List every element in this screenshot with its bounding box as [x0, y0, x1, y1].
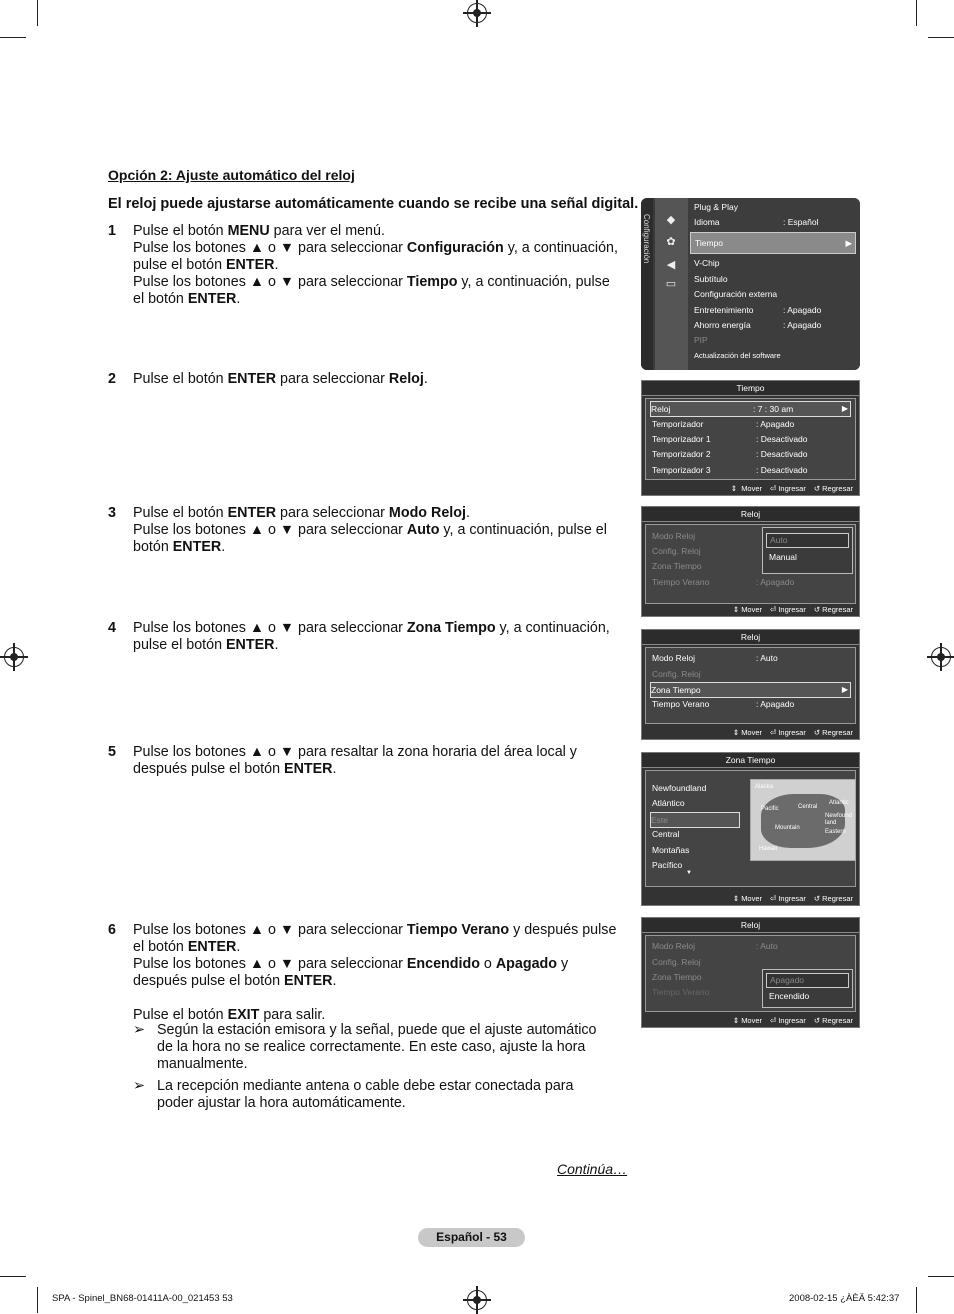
- osd-row: Modo Reloj : Auto: [652, 941, 778, 951]
- step-1: [108, 223, 623, 308]
- note-1: [133, 1022, 603, 1073]
- step-number: 1: [108, 223, 116, 239]
- step-number: 2: [108, 371, 116, 387]
- osd-footer: ⇕ Mover ⏎ Ingresar ↺ Regresar: [732, 894, 853, 903]
- step-number: 6: [108, 922, 116, 938]
- return-icon: ↺: [813, 605, 821, 614]
- menu-icons: [655, 198, 688, 370]
- return-icon: ↺: [813, 894, 821, 903]
- continued-label: Continúa…: [557, 1161, 628, 1177]
- osd-row: Tiempo Verano : Apagado: [652, 577, 795, 587]
- application-icon: ▭: [665, 278, 677, 290]
- registration-mark-icon: [4, 647, 24, 667]
- move-icon: ⇕: [732, 605, 740, 614]
- input-icon: ◀: [666, 259, 676, 271]
- setup-item: Ahorro energía : Apagado: [694, 320, 822, 330]
- zone-item: Pacífico: [652, 860, 683, 870]
- osd-list: [645, 398, 856, 480]
- timezone-map: [750, 779, 856, 861]
- map-label: Newfound land: [825, 813, 853, 826]
- popup-option-selected: Auto: [766, 533, 849, 548]
- step-5: [108, 744, 623, 778]
- osd-row: Temporizador 3 : Desactivado: [652, 465, 808, 475]
- step-text: Pulse los botones ▲ o ▼ para seleccionar Tiempo Verano y después pulse el botón ENTER. Pulse los botones ▲ o ▼ para seleccionar Encendido o Apagado y después pulse el botón ENTER. Pulse el botón EXIT para salir.: [133, 922, 617, 1023]
- map-label: Hawaii: [759, 846, 778, 852]
- osd-list: [645, 524, 856, 604]
- osd-footer: ⇕ Mover ⏎ Ingresar ↺ Regresar: [730, 484, 853, 493]
- crop-mark: [0, 1276, 26, 1277]
- map-label: Pacific: [761, 806, 779, 812]
- setup-item: PIP: [694, 335, 708, 345]
- osd-row: Tiempo Verano : Apagado: [652, 699, 795, 709]
- zone-item: Newfoundland: [652, 783, 707, 793]
- map-label: Mountain: [775, 825, 800, 831]
- move-icon: ⇕: [732, 1016, 740, 1025]
- tiempo-menu-screenshot: [641, 380, 860, 496]
- osd-row: Modo Reloj: [652, 531, 695, 541]
- step-number: 4: [108, 620, 116, 636]
- enter-icon: ⏎: [770, 484, 777, 493]
- note-arrow-icon: ➢: [133, 1078, 145, 1094]
- step-6: [108, 922, 623, 1024]
- move-icon: ⇕: [732, 728, 740, 737]
- popup-option: Encendido: [769, 991, 810, 1001]
- osd-list: [645, 935, 856, 1012]
- osd-title: Reloj: [642, 918, 859, 933]
- zone-item-selected: Este: [650, 812, 740, 828]
- mode-popup: [762, 527, 853, 574]
- setup-item-selected: Tiempo ▶: [690, 232, 856, 254]
- note-text: Según la estación emisora y la señal, puede que el ajuste automático de la hora no se realice correctamente. En este caso, ajuste la hora manualmente.: [157, 1022, 597, 1072]
- dst-popup: [762, 969, 853, 1008]
- step-text: Pulse el botón ENTER para seleccionar Reloj.: [133, 371, 428, 387]
- crop-mark: [37, 0, 38, 26]
- print-slug-left: SPA - Spinel_BN68-01411A-00_021453 53: [52, 1293, 233, 1304]
- setup-menu-screenshot: [641, 198, 860, 370]
- setup-item: Actualización del software: [694, 351, 781, 360]
- osd-footer: ⇕ Mover ⏎ Ingresar ↺ Regresar: [732, 728, 853, 737]
- side-label: Configuración: [642, 214, 651, 264]
- zone-item: Montañas: [652, 845, 690, 855]
- step-text: Pulse los botones ▲ o ▼ para seleccionar Zona Tiempo y, a continuación, pulse el botón ENTER.: [133, 620, 610, 653]
- page-number-badge: Español - 53: [418, 1228, 525, 1247]
- setup-gear-icon: ✿: [666, 236, 676, 248]
- zone-item: Central: [652, 829, 680, 839]
- reloj-menu-screenshot-c: [641, 917, 860, 1028]
- osd-row: Config. Reloj: [652, 546, 701, 556]
- step-4: [108, 620, 623, 654]
- reloj-menu-screenshot-b: [641, 629, 860, 740]
- scroll-down-icon: ▼: [686, 870, 692, 876]
- side-bar: [641, 198, 653, 370]
- intro-text: El reloj puede ajustarse automáticamente cuando se recibe una señal digital.: [108, 196, 639, 212]
- step-number: 3: [108, 505, 116, 521]
- osd-footer: ⇕ Mover ⏎ Ingresar ↺ Regresar: [732, 1016, 853, 1025]
- osd-footer: ⇕ Mover ⏎ Ingresar ↺ Regresar: [732, 605, 853, 614]
- note-2: [133, 1078, 603, 1112]
- osd-row: Zona Tiempo: [652, 972, 702, 982]
- osd-row: Temporizador : Apagado: [652, 419, 795, 429]
- popup-option-selected: Apagado: [766, 973, 849, 988]
- setup-item: Subtítulo: [694, 274, 728, 284]
- registration-mark-icon: [467, 1290, 487, 1310]
- osd-list: [645, 647, 856, 724]
- picture-icon: ◆: [666, 214, 676, 226]
- arrow-right-icon: ▶: [845, 238, 852, 248]
- crop-mark: [37, 1287, 38, 1313]
- registration-mark-icon: [931, 647, 951, 667]
- osd-panel: [645, 770, 856, 887]
- osd-row-selected: Zona Tiempo ▶: [650, 682, 851, 698]
- crop-mark: [928, 1276, 954, 1277]
- osd-row: Zona Tiempo: [652, 561, 702, 571]
- move-icon: ⇕: [730, 484, 738, 493]
- zona-tiempo-screenshot: [641, 752, 860, 906]
- map-label: Eastern: [825, 829, 846, 835]
- return-icon: ↺: [813, 1016, 821, 1025]
- crop-mark: [916, 1287, 917, 1313]
- arrow-right-icon: ▶: [841, 685, 848, 694]
- crop-mark: [0, 37, 26, 38]
- arrow-right-icon: ▶: [841, 404, 848, 413]
- osd-row: Temporizador 2 : Desactivado: [652, 449, 808, 459]
- setup-item: V-Chip: [694, 258, 720, 268]
- osd-row-selected: Reloj : 7 : 30 am ▶: [650, 401, 851, 417]
- enter-icon: ⏎: [770, 894, 777, 903]
- map-label: Alaska: [755, 784, 774, 790]
- osd-title: Reloj: [642, 507, 859, 522]
- popup-option: Manual: [769, 552, 797, 562]
- osd-row: Temporizador 1 : Desactivado: [652, 434, 808, 444]
- section-heading: Opción 2: Ajuste automático del reloj: [108, 167, 355, 183]
- move-icon: ⇕: [732, 894, 740, 903]
- osd-row: Tiempo Verano: [652, 987, 710, 997]
- crop-mark: [928, 37, 954, 38]
- registration-mark-icon: [467, 3, 487, 23]
- setup-item: Entretenimiento : Apagado: [694, 305, 822, 315]
- setup-item: Idioma : Español: [694, 217, 819, 227]
- return-icon: ↺: [813, 728, 821, 737]
- setup-list: [688, 198, 860, 370]
- osd-row: Config. Reloj: [652, 957, 701, 967]
- osd-row: Modo Reloj : Auto: [652, 653, 778, 663]
- crop-mark: [916, 0, 917, 26]
- step-3: [108, 505, 623, 556]
- enter-icon: ⏎: [770, 728, 777, 737]
- step-2: [108, 371, 623, 388]
- step-number: 5: [108, 744, 116, 760]
- note-arrow-icon: ➢: [133, 1022, 145, 1038]
- note-text: La recepción mediante antena o cable debe estar conectada para poder ajustar la hora automáticamente.: [157, 1078, 574, 1111]
- osd-row: Config. Reloj: [652, 669, 701, 679]
- enter-icon: ⏎: [770, 1016, 777, 1025]
- step-text: Pulse el botón ENTER para seleccionar Modo Reloj. Pulse los botones ▲ o ▼ para seleccionar Auto y, a continuación, pulse el botón ENTER.: [133, 505, 607, 555]
- print-slug-right: 2008-02-15 ¿ÀÈÄ 5:42:37: [789, 1293, 900, 1304]
- step-text: Pulse los botones ▲ o ▼ para resaltar la zona horaria del área local y después pulse el botón ENTER.: [133, 744, 577, 777]
- osd-title: Reloj: [642, 630, 859, 645]
- setup-item: Configuración externa: [694, 289, 778, 299]
- zone-item: Atlántico: [652, 798, 685, 808]
- map-label: Atlantic: [829, 800, 849, 806]
- return-icon: ↺: [813, 484, 821, 493]
- osd-title: Zona Tiempo: [642, 753, 859, 768]
- step-text: Pulse el botón MENU para ver el menú. Pulse los botones ▲ o ▼ para seleccionar Configuración y, a continuación, pulse el botón ENTER. Pulse los botones ▲ o ▼ para seleccionar Tiempo y, a continuación, pulse el botón ENTER.: [133, 223, 618, 307]
- reloj-menu-screenshot-a: [641, 506, 860, 617]
- setup-item: Plug & Play: [694, 202, 738, 212]
- map-label: Central: [798, 804, 818, 810]
- enter-icon: ⏎: [770, 605, 777, 614]
- osd-title: Tiempo: [642, 381, 859, 396]
